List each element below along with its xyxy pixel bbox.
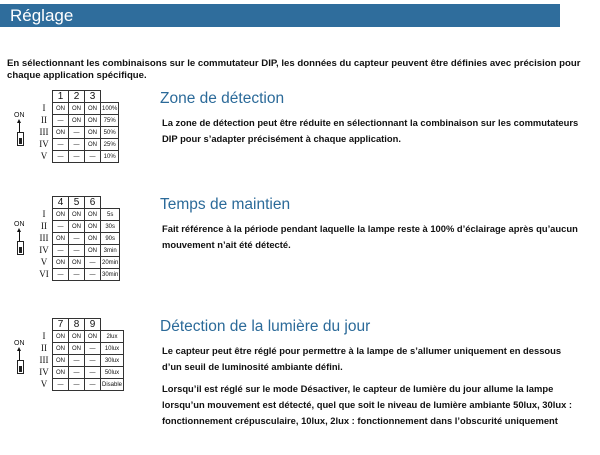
dip-switch-cell: ON <box>85 115 101 127</box>
dip-switch-cell: — <box>69 379 85 391</box>
dip-switch-cell: ON <box>85 245 101 257</box>
dip-row-numeral: IV <box>36 139 53 151</box>
dip-switch-icon <box>17 241 24 255</box>
paragraph: Lorsqu’il est réglé sur le mode Désactiver, le capteur de lumière du jour allume la lampe lorsqu’un mouvement est détecté, quel que soit le niveau de lumière ambiante 50lux, 30lux : fonctionnement crépusculaire, 10lux, 2lux : fonctionnement dans l’obscurité uniquement <box>162 383 573 426</box>
dip-value-cell: 75% <box>101 115 119 127</box>
dip-switch-cell: ON <box>53 257 69 269</box>
dip-value-cell: 30lux <box>101 355 124 367</box>
dip-header-cell: 5 <box>69 197 85 209</box>
dip-row <box>36 343 124 355</box>
dip-switch-cell: — <box>69 269 85 281</box>
dip-corner <box>36 91 53 103</box>
dip-switch-cell: ON <box>85 209 101 221</box>
dip-switch-cell: ON <box>85 103 101 115</box>
dip-switch-cell: ON <box>85 331 101 343</box>
dip-switch-cell: ON <box>69 209 85 221</box>
section-body <box>162 221 582 259</box>
dip-row-numeral: I <box>36 209 53 221</box>
dip-switch-cell: ON <box>69 257 85 269</box>
dip-row-numeral: III <box>36 355 53 367</box>
dip-row-numeral: I <box>36 331 53 343</box>
dip-row-numeral: II <box>36 343 53 355</box>
dip-value-cell: 30s <box>101 221 120 233</box>
dip-switch-cell: ON <box>53 103 69 115</box>
dip-table-daylight <box>36 318 124 391</box>
dip-switch-cell: — <box>69 139 85 151</box>
dip-on-label: ON <box>14 340 25 347</box>
paragraph: Fait référence à la période pendant laquelle la lampe reste à 100% d’éclairage après qu’aucun mouvement n’ait été détecté. <box>162 223 578 250</box>
dip-row <box>36 209 120 221</box>
dip-table-zone <box>36 90 119 163</box>
dip-switch-cell: ON <box>53 127 69 139</box>
dip-switch-icon <box>17 132 24 146</box>
dip-header-cell: 9 <box>85 319 101 331</box>
dip-switch-cell: ON <box>69 221 85 233</box>
dip-switch-cell: — <box>69 355 85 367</box>
arrow-up-icon <box>19 122 20 132</box>
dip-row <box>36 127 119 139</box>
dip-switch-cell: — <box>53 151 69 163</box>
dip-switch-cell: ON <box>53 331 69 343</box>
dip-switch-cell: ON <box>85 127 101 139</box>
dip-header-spacer <box>101 91 119 103</box>
dip-header-cell: 4 <box>53 197 69 209</box>
arrow-up-icon <box>19 350 20 360</box>
dip-switch-cell: — <box>69 151 85 163</box>
section-body <box>162 115 582 153</box>
dip-switch-cell: — <box>53 379 69 391</box>
dip-row <box>36 221 120 233</box>
dip-switch-cell: ON <box>69 331 85 343</box>
dip-on-label: ON <box>14 112 25 119</box>
dip-value-cell: 25% <box>101 139 119 151</box>
dip-switch-cell: ON <box>53 355 69 367</box>
dip-header-cell: 8 <box>69 319 85 331</box>
dip-value-cell: 20min <box>101 257 120 269</box>
dip-value-cell: 5s <box>101 209 120 221</box>
dip-value-cell: 50% <box>101 127 119 139</box>
dip-switch-cell: — <box>85 343 101 355</box>
dip-header-cell: 2 <box>69 91 85 103</box>
dip-row-numeral: V <box>36 379 53 391</box>
dip-switch-cell: — <box>53 221 69 233</box>
dip-value-cell: 10% <box>101 151 119 163</box>
dip-switch-cell: — <box>85 355 101 367</box>
dip-row <box>36 151 119 163</box>
dip-switch-cell: ON <box>69 103 85 115</box>
dip-row-numeral: VI <box>36 269 53 281</box>
dip-row <box>36 379 124 391</box>
dip-value-cell: 10lux <box>101 343 124 355</box>
dip-value-cell: Disable <box>101 379 124 391</box>
dip-row-numeral: V <box>36 257 53 269</box>
dip-switch-cell: — <box>69 233 85 245</box>
dip-switch-cell: — <box>53 245 69 257</box>
section-title: Détection de la lumière du jour <box>160 318 371 335</box>
dip-row <box>36 103 119 115</box>
dip-header-spacer <box>101 319 124 331</box>
dip-switch-cell: — <box>53 115 69 127</box>
dip-header-spacer <box>101 197 120 209</box>
dip-switch-cell: ON <box>69 115 85 127</box>
dip-switch-cell: ON <box>69 343 85 355</box>
dip-switch-cell: — <box>85 151 101 163</box>
dip-row-numeral: V <box>36 151 53 163</box>
dip-row-numeral: IV <box>36 245 53 257</box>
dip-switch-cell: ON <box>53 367 69 379</box>
dip-value-cell: 90s <box>101 233 120 245</box>
dip-value-cell: 2lux <box>101 331 124 343</box>
dip-switch-cell: ON <box>85 221 101 233</box>
dip-switch-cell: ON <box>85 139 101 151</box>
dip-row <box>36 115 119 127</box>
dip-switch-cell: — <box>69 245 85 257</box>
dip-switch-cell: ON <box>53 343 69 355</box>
section-body <box>162 343 582 435</box>
dip-row <box>36 331 124 343</box>
dip-value-cell: 3min <box>101 245 120 257</box>
dip-header-cell: 7 <box>53 319 69 331</box>
dip-on-label: ON <box>14 221 25 228</box>
dip-switch-cell: — <box>53 139 69 151</box>
dip-switch-cell: — <box>69 367 85 379</box>
dip-corner <box>36 319 53 331</box>
paragraph: La zone de détection peut être réduite en sélectionnant la combinaison sur les commutateurs DIP pour s’adapter précisément à chaque application. <box>162 117 579 144</box>
section-title: Zone de détection <box>160 90 285 107</box>
dip-corner <box>36 197 53 209</box>
dip-row-numeral: III <box>36 233 53 245</box>
dip-switch-icon <box>17 360 24 374</box>
dip-row-numeral: II <box>36 221 53 233</box>
dip-value-cell: 100% <box>101 103 119 115</box>
arrow-up-icon <box>19 231 20 241</box>
dip-row-numeral: I <box>36 103 53 115</box>
dip-switch-cell: ON <box>53 209 69 221</box>
dip-row <box>36 257 120 269</box>
dip-switch-cell: — <box>85 257 101 269</box>
dip-switch-cell: — <box>53 269 69 281</box>
dip-switch-cell: — <box>85 367 101 379</box>
dip-switch-cell: — <box>85 269 101 281</box>
dip-row <box>36 139 119 151</box>
section-title: Temps de maintien <box>160 196 291 213</box>
dip-row-numeral: III <box>36 127 53 139</box>
dip-table-hold <box>36 196 120 281</box>
intro-text: En sélectionnant les combinaisons sur le commutateur DIP, les données du capteur peuvent être définies avec précision pour chaque application spécifique. <box>7 58 581 81</box>
dip-header-cell: 6 <box>85 197 101 209</box>
dip-switch-cell: ON <box>53 233 69 245</box>
dip-row <box>36 233 120 245</box>
dip-row <box>36 269 120 281</box>
dip-value-cell: 30min <box>101 269 120 281</box>
dip-row <box>36 367 124 379</box>
dip-switch-cell: — <box>85 379 101 391</box>
section-header-bar <box>0 4 560 27</box>
dip-row-numeral: II <box>36 115 53 127</box>
dip-row-numeral: IV <box>36 367 53 379</box>
paragraph: Le capteur peut être réglé pour permettre à la lampe de s’allumer uniquement en dessous d’un seuil de luminosité ambiante défini. <box>162 345 562 372</box>
dip-row <box>36 355 124 367</box>
dip-header-cell: 1 <box>53 91 69 103</box>
dip-value-cell: 50lux <box>101 367 124 379</box>
page-title: Réglage <box>10 6 74 25</box>
dip-header-cell: 3 <box>85 91 101 103</box>
dip-row <box>36 245 120 257</box>
dip-switch-cell: ON <box>85 233 101 245</box>
dip-switch-cell: — <box>69 127 85 139</box>
